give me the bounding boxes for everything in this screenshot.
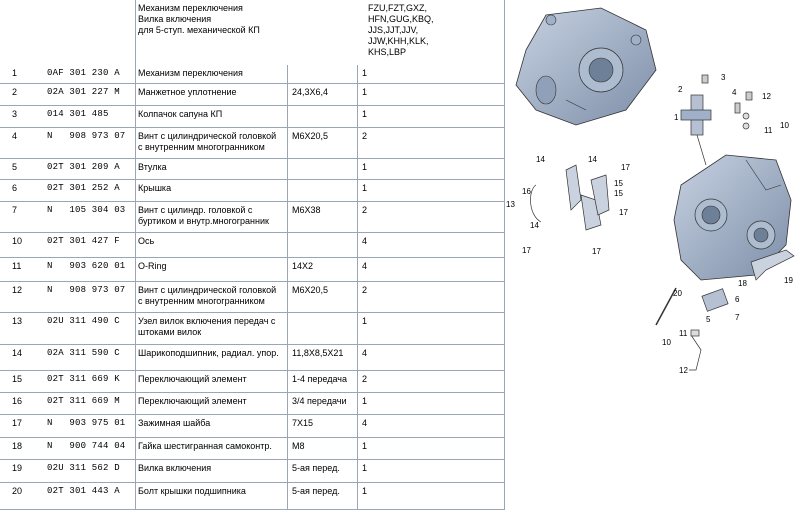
part-number: 02T 311 669 K [47, 374, 120, 384]
column-divider [357, 65, 358, 510]
part-quantity: 1 [362, 183, 368, 193]
description-line: с внутренним многогранником [138, 296, 265, 306]
callout-14: 14 [536, 155, 545, 164]
description-line: штоками вилок [138, 327, 202, 337]
row-number: 15 [12, 374, 23, 384]
description-line: Механизм переключения [138, 68, 243, 78]
table-row [0, 393, 505, 415]
part-description [138, 68, 286, 79]
part-remark: 1-4 передача [292, 374, 347, 384]
part-number: 02A 311 590 C [47, 348, 120, 358]
description-line: Крышка [138, 183, 172, 193]
part-description [138, 261, 286, 272]
part-remark: 11,8X8,5X21 [292, 348, 344, 358]
part-quantity: 1 [362, 87, 368, 97]
header-code-line: JJW,KHH,KLK, [368, 36, 429, 46]
callout-10: 10 [780, 121, 789, 130]
row-number: 7 [12, 205, 18, 215]
row-number: 2 [12, 87, 18, 97]
part-description [138, 205, 286, 227]
table-row [0, 65, 505, 84]
part-description [138, 285, 286, 307]
part-quantity: 1 [362, 396, 368, 406]
description-line: Манжетное уплотнение [138, 87, 237, 97]
row-number: 1 [12, 68, 18, 78]
table-row [0, 159, 505, 180]
callout-15: 15 [614, 189, 623, 198]
row-number: 6 [12, 183, 18, 193]
part-number: N 900 744 04 [47, 441, 126, 451]
table-row [0, 460, 505, 483]
part-number: N 105 304 03 [47, 205, 126, 215]
header-code-line: JJS,JJT,JJV, [368, 25, 419, 35]
part-description [138, 87, 286, 98]
callout-17: 17 [621, 163, 630, 172]
part-remark: 7X15 [292, 418, 314, 428]
table-row [0, 202, 505, 233]
description-line: Переключающий элемент [138, 396, 247, 406]
part-number: N 903 975 01 [47, 418, 126, 428]
callout-12: 12 [679, 366, 688, 375]
part-remark: M6X20,5 [292, 285, 329, 295]
part-quantity: 1 [362, 441, 368, 451]
table-row [0, 128, 505, 159]
part-remark: 5-ая перед. [292, 463, 340, 473]
part-number: N 908 973 07 [47, 285, 126, 295]
table-row [0, 282, 505, 313]
description-line: Узел вилок включения передач с [138, 316, 276, 326]
callout-14: 14 [588, 155, 597, 164]
callout-18: 18 [738, 279, 747, 288]
column-divider [504, 0, 505, 510]
part-number: 0AF 301 230 A [47, 68, 120, 78]
row-number: 4 [12, 131, 18, 141]
part-quantity: 1 [362, 68, 368, 78]
table-row [0, 371, 505, 393]
part-quantity: 1 [362, 316, 368, 326]
header-engine-codes [368, 3, 434, 58]
description-line: Вилка включения [138, 463, 212, 473]
part-quantity: 2 [362, 285, 368, 295]
row-number: 17 [12, 418, 23, 428]
table-row [0, 84, 505, 106]
callout-17: 17 [522, 246, 531, 255]
part-description [138, 418, 286, 429]
callout-2: 2 [678, 85, 683, 94]
part-quantity: 4 [362, 261, 368, 271]
header-title-line: Механизм переключения [138, 3, 243, 13]
diagram-svg [506, 0, 800, 510]
row-number: 18 [12, 441, 23, 451]
part-number: 02T 311 669 M [47, 396, 120, 406]
part-remark: 14X2 [292, 261, 314, 271]
part-number: 02T 301 209 A [47, 162, 120, 172]
callout-6: 6 [735, 295, 740, 304]
callout-17: 17 [619, 208, 628, 217]
callout-17: 17 [592, 247, 601, 256]
part-quantity: 1 [362, 486, 368, 496]
header-code-line: KHS,LBP [368, 47, 407, 57]
part-description [138, 396, 286, 407]
description-line: Втулка [138, 162, 167, 172]
part-number: 014 301 485 [47, 109, 109, 119]
callout-14: 14 [530, 221, 539, 230]
row-number: 13 [12, 316, 23, 326]
part-number: 02U 311 490 C [47, 316, 120, 326]
part-number: 02U 311 562 D [47, 463, 120, 473]
row-number: 19 [12, 463, 23, 473]
row-number: 14 [12, 348, 23, 358]
header-code-line: FZU,FZT,GXZ, [368, 3, 427, 13]
part-description [138, 162, 286, 173]
part-description [138, 316, 286, 338]
table-row [0, 313, 505, 345]
part-description [138, 486, 286, 497]
part-description [138, 183, 286, 194]
table-row [0, 438, 505, 460]
description-line: с внутренним многогранником [138, 142, 265, 152]
part-number: 02T 301 443 A [47, 486, 120, 496]
description-line: Зажимная шайба [138, 418, 211, 428]
description-line: O-Ring [138, 261, 167, 271]
row-number: 16 [12, 396, 23, 406]
part-quantity: 4 [362, 348, 368, 358]
part-description [138, 463, 286, 474]
row-number: 5 [12, 162, 18, 172]
column-divider [287, 65, 288, 510]
callout-15: 15 [614, 179, 623, 188]
callout-3: 3 [721, 73, 726, 82]
table-row [0, 258, 505, 282]
description-line: Шарикоподшипник, радиал. упор. [138, 348, 279, 358]
callout-12: 12 [762, 92, 771, 101]
column-divider [135, 0, 136, 510]
header-code-line: HFN,GUG,KBQ, [368, 14, 434, 24]
table-row [0, 483, 505, 510]
exploded-parts-diagram [506, 0, 800, 510]
table-header [0, 0, 505, 66]
description-line: Винт с цилиндрической головкой [138, 131, 277, 141]
part-number: N 908 973 07 [47, 131, 126, 141]
table-row [0, 180, 505, 202]
row-number: 11 [12, 261, 22, 271]
table-row [0, 345, 505, 371]
callout-20: 20 [673, 289, 682, 298]
part-number: 02T 301 252 A [47, 183, 120, 193]
callout-5: 5 [706, 315, 711, 324]
row-number: 20 [12, 486, 23, 496]
callout-13: 13 [506, 200, 515, 209]
description-line: Винт с цилиндрической головкой [138, 285, 277, 295]
part-description [138, 441, 286, 452]
table-row [0, 106, 505, 128]
part-description [138, 109, 286, 120]
part-remark: M6X20,5 [292, 131, 329, 141]
description-line: Гайка шестигранная самоконтр. [138, 441, 272, 451]
part-quantity: 2 [362, 374, 368, 384]
description-line: Винт с цилиндр. головкой с [138, 205, 253, 215]
part-number: 02T 301 427 F [47, 236, 120, 246]
part-remark: 3/4 передачи [292, 396, 347, 406]
part-quantity: 2 [362, 205, 368, 215]
part-quantity: 1 [362, 109, 368, 119]
part-remark: M8 [292, 441, 305, 451]
header-title-line: Вилка включения [138, 14, 212, 24]
callout-16: 16 [522, 187, 531, 196]
table-row [0, 233, 505, 258]
part-remark: 24,3X6,4 [292, 87, 329, 97]
part-description [138, 374, 286, 385]
description-line: буртиком и внутр.многогранник [138, 216, 269, 226]
row-number: 12 [12, 285, 23, 295]
part-number: N 903 620 01 [47, 261, 126, 271]
header-title [138, 3, 260, 36]
row-number: 3 [12, 109, 18, 119]
callout-4: 4 [732, 88, 737, 97]
callout-10: 10 [662, 338, 671, 347]
part-remark: M6X38 [292, 205, 321, 215]
part-number: 02A 301 227 M [47, 87, 120, 97]
callout-11: 11 [764, 126, 773, 135]
row-number: 10 [12, 236, 23, 246]
part-quantity: 4 [362, 418, 368, 428]
description-line: Ось [138, 236, 155, 246]
shift-fork-assembly [531, 165, 609, 230]
shift-mechanism [681, 75, 752, 165]
part-quantity: 1 [362, 463, 368, 473]
description-line: Колпачок сапуна КП [138, 109, 223, 119]
gearbox-cover-housing [516, 8, 656, 125]
callout-11: 11 [679, 329, 688, 338]
callout-7: 7 [735, 313, 740, 322]
description-line: Переключающий элемент [138, 374, 247, 384]
description-line: Болт крышки подшипника [138, 486, 246, 496]
callout-1: 1 [674, 113, 679, 122]
part-description [138, 348, 286, 359]
callout-19: 19 [784, 276, 793, 285]
part-quantity: 2 [362, 131, 368, 141]
part-description [138, 236, 286, 247]
part-quantity: 4 [362, 236, 368, 246]
header-title-line: для 5-ступ. механической КП [138, 25, 260, 35]
part-description [138, 131, 286, 153]
table-row [0, 415, 505, 438]
part-remark: 5-ая перед. [292, 486, 340, 496]
part-quantity: 1 [362, 162, 368, 172]
